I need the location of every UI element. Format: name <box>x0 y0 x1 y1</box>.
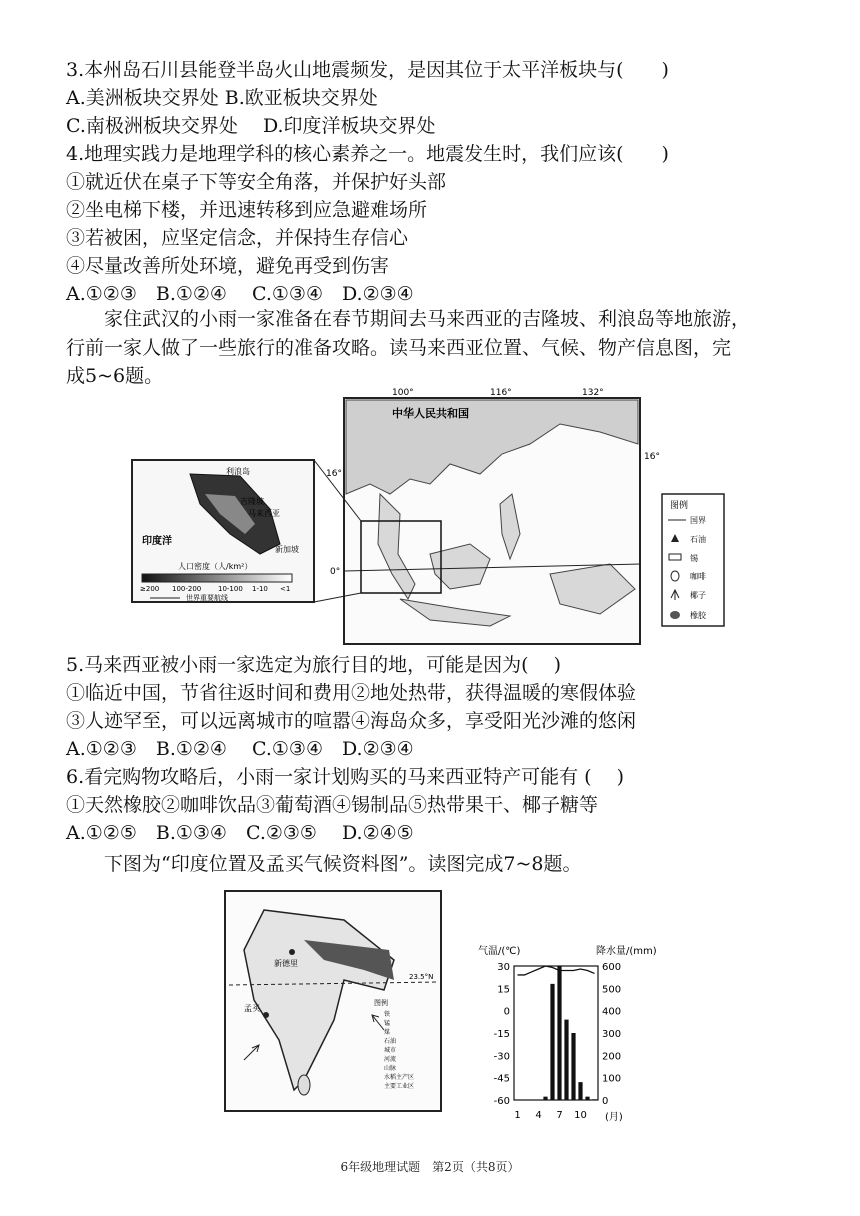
china-label: 中华人民共和国 <box>392 407 469 420</box>
map2-legend-oil: 石油 <box>384 1038 397 1045</box>
density-tick-1: ≥200 <box>140 585 160 593</box>
map2-legend-river: 河流 <box>384 1056 397 1063</box>
new-delhi-label: 新德里 <box>274 959 298 968</box>
right-tick-5: 100 <box>602 1073 622 1085</box>
density-tick-5: <1 <box>280 585 291 593</box>
climate-chart-svg <box>478 940 672 1125</box>
q5-item-2: ③人迹罕至，可以远离城市的喧嚣④海岛众多，享受阳光沙滩的悠闲 <box>66 710 637 732</box>
lon-116: 116° <box>490 388 512 398</box>
inset-label-malaysia: 马来西亚 <box>248 509 280 518</box>
q5-item-1: ①临近中国，节省往返时间和费用②地处热带，获得温暖的寒假体验 <box>66 682 637 704</box>
legend-coconut: 椰子 <box>690 591 706 600</box>
legend-border: 国界 <box>690 516 706 525</box>
right-tick-6: 0 <box>602 1096 609 1107</box>
right-tick-0: 600 <box>602 962 622 973</box>
q3-stem: 3.本州岛石川县能登半岛火山地震频发，是因其位于太平洋板块与( ) <box>66 59 669 81</box>
q5-stem: 5.马来西亚被小雨一家选定为旅行目的地，可能是因为( ) <box>66 654 561 676</box>
chart-ylabel-right: 降水量/(mm) <box>596 946 657 957</box>
sri-lanka <box>298 1075 310 1095</box>
right-tick-4: 200 <box>602 1051 622 1063</box>
x-tick-2: 7 <box>556 1110 563 1121</box>
page-footer: 6年级地理试题 第2页（共8页） <box>340 1160 520 1174</box>
x-tick-0: 1 <box>514 1110 521 1121</box>
lon-100: 100° <box>392 388 414 398</box>
q4-stem: 4.地理实践力是地理学科的核心素养之一。地震发生时，我们应该( ) <box>66 143 669 165</box>
legend-tin: 锡 <box>690 554 698 563</box>
q4-item-4: ④尽量改善所处环境，避免再受到伤害 <box>66 255 390 277</box>
passage1-line1: 家住武汉的小雨一家准备在春节期间去马来西亚的吉隆坡、利浪岛等地旅游， <box>104 308 751 330</box>
x-tick-3: 10 <box>574 1110 587 1121</box>
right-tick-1: 500 <box>602 984 622 996</box>
tropic-label: 23.5°N <box>409 973 434 981</box>
q4-item-3: ③若被困，应坚定信念，并保持生存信心 <box>66 227 409 249</box>
precip-bar-month-9 <box>571 1033 575 1100</box>
chart-plot-frame <box>514 966 598 1100</box>
left-tick-4: -30 <box>493 1051 510 1063</box>
left-tick-1: 15 <box>497 984 510 996</box>
q3-options-1: A.美洲板块交界处 B.欧亚板块交界处 <box>66 87 378 109</box>
right-tick-2: 400 <box>602 1006 622 1018</box>
q3-options-2: C.南极洲板块交界处 D.印度洋板块交界处 <box>66 115 436 137</box>
precip-bar-month-8 <box>564 1020 568 1100</box>
map2-legend-manganese: 锰 <box>384 1020 391 1027</box>
passage1-line3: 成5~6题。 <box>66 365 164 387</box>
india-map-figure <box>224 890 442 1112</box>
legend-rubber: 橡胶 <box>690 611 706 620</box>
map2-legend-city: 城市 <box>384 1047 397 1054</box>
precip-bar-month-11 <box>585 1097 589 1100</box>
map2-legend-title: 图例 <box>374 999 388 1007</box>
lat-16-left: 16° <box>326 469 342 479</box>
rubber-icon <box>670 611 680 619</box>
density-tick-3: 10-100 <box>218 585 243 593</box>
mumbai-label: 孟买 <box>244 1004 260 1013</box>
x-tick-1: 4 <box>535 1110 542 1121</box>
new-delhi-dot <box>289 949 295 955</box>
map1-legend-title: 图例 <box>670 501 689 511</box>
mumbai-dot <box>263 1012 269 1018</box>
malaysia-map-figure <box>130 384 730 646</box>
map2-legend-rice: 水稻主产区 <box>384 1074 415 1081</box>
left-tick-0: 30 <box>497 962 510 973</box>
inset-legend-title: 人口密度（人/km²） <box>178 562 253 571</box>
lat-0: 0° <box>330 567 341 577</box>
q6-stem: 6.看完购物攻略后，小雨一家计划购买的马来西亚特产可能有 ( ) <box>66 766 625 788</box>
mumbai-climate-chart <box>478 940 672 1125</box>
q4-options: A.①②③ B.①②④ C.①③④ D.②③④ <box>66 283 414 305</box>
q4-item-1: ①就近伏在桌子下等安全角落，并保护好头部 <box>66 171 447 193</box>
legend-coffee: 咖啡 <box>690 572 706 581</box>
temperature-line <box>518 966 595 975</box>
left-tick-5: -45 <box>493 1073 510 1085</box>
left-tick-6: -60 <box>493 1096 510 1107</box>
lat-16-right: 16° <box>644 452 660 462</box>
inset-label-kl: 吉隆坡 <box>240 497 264 506</box>
density-tick-2: 100-200 <box>172 585 202 593</box>
q6-items: ①天然橡胶②咖啡饮品③葡萄酒④锡制品⑤热带果干、椰子糖等 <box>66 794 599 816</box>
left-tick-3: -15 <box>493 1029 510 1040</box>
chart-ylabel-left: 气温/(℃) <box>478 946 521 957</box>
density-tick-4: 1-10 <box>252 585 268 593</box>
q4-item-2: ②坐电梯下楼，并迅速转移到应急避难场所 <box>66 199 428 221</box>
inset-label-lilang: 利浪岛 <box>226 467 250 476</box>
precip-bar-month-6 <box>550 984 554 1100</box>
lon-132: 132° <box>582 388 604 398</box>
inset-label-indian-ocean: 印度洋 <box>142 536 172 547</box>
passage1-line2: 行前一家人做了一些旅行的准备攻略。读马来西亚位置、气候、物产信息图，完 <box>66 337 732 359</box>
chart-xlabel: (月) <box>605 1112 623 1123</box>
india-map-svg <box>224 890 442 1112</box>
precip-bar-month-7 <box>557 966 561 1100</box>
map2-legend-mountain: 山脉 <box>384 1065 397 1072</box>
map2-legend-coal: 煤 <box>384 1029 391 1036</box>
malaysia-map-svg <box>130 384 730 646</box>
inset-label-singapore: 新加坡 <box>275 545 299 554</box>
right-tick-3: 300 <box>602 1029 622 1040</box>
legend-oil: 石油 <box>690 535 706 544</box>
precip-bar-month-10 <box>578 1082 582 1100</box>
precip-bar-month-5 <box>543 1097 547 1100</box>
left-tick-2: 0 <box>503 1006 510 1018</box>
route-legend-label: 世界重要航线 <box>186 594 228 602</box>
population-density-bar <box>142 574 292 582</box>
precip-bar-month-12 <box>592 1099 596 1100</box>
map2-legend-industry: 主要工业区 <box>384 1083 415 1090</box>
q5-options: A.①②③ B.①②④ C.①③④ D.②③④ <box>66 738 414 760</box>
passage2: 下图为“印度位置及孟买气候资料图”。读图完成7~8题。 <box>104 853 582 875</box>
map2-legend-iron: 铁 <box>384 1011 391 1018</box>
q6-options: A.①②⑤ B.①③④ C.②③⑤ D.②④⑤ <box>66 822 414 844</box>
